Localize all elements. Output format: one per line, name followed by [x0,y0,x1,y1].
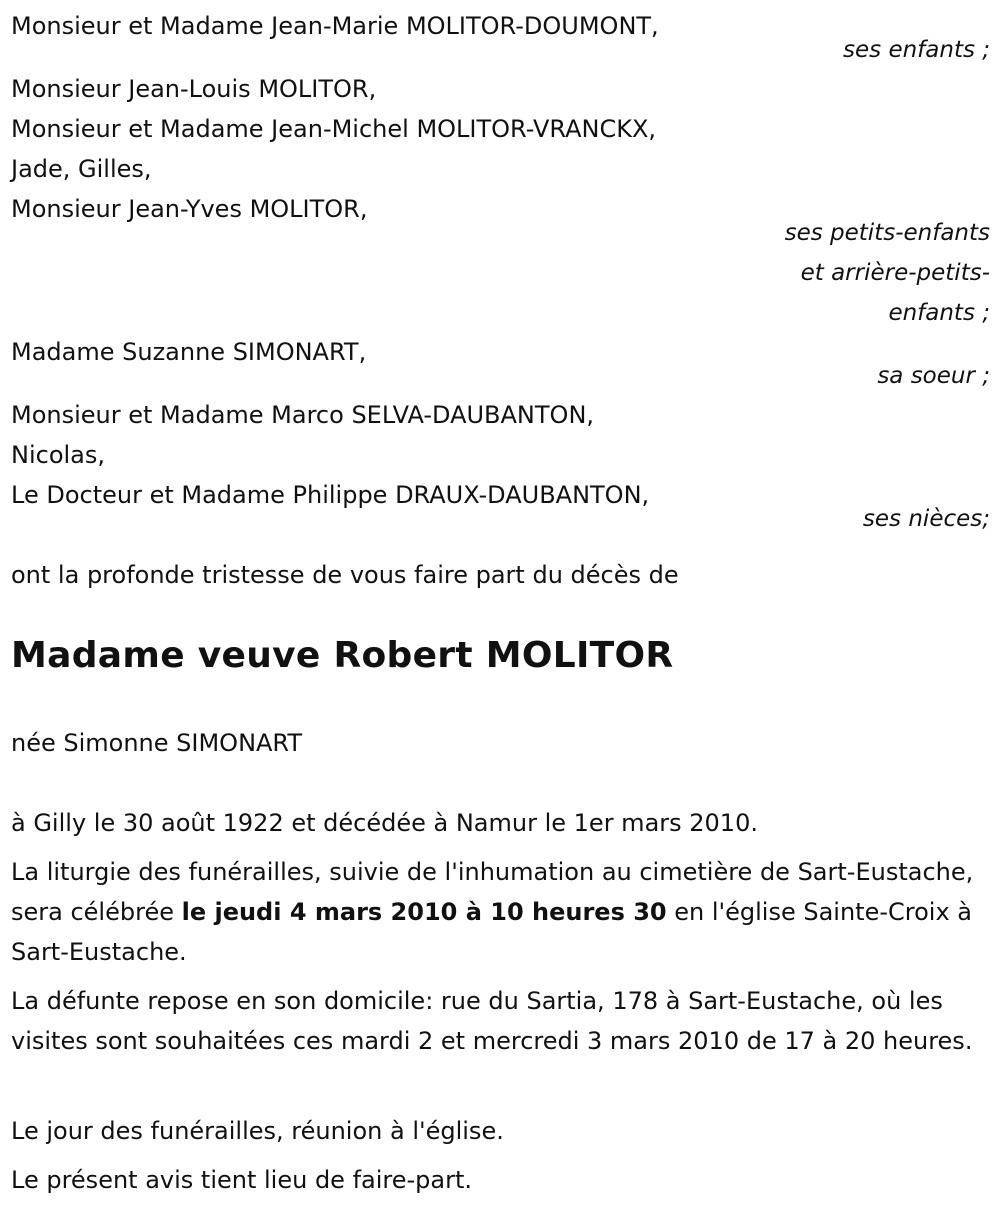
relation-label: ses nièces; [862,506,990,532]
family-line: Monsieur et Madame Jean-Michel MOLITOR-VRANCKX, [11,115,657,143]
family-line: Monsieur et Madame Jean-Marie MOLITOR-DOUMONT, [11,12,659,40]
birth-death-text: à Gilly le 30 août 1922 et décédée à Namur le 1er mars 2010. [11,809,758,837]
family-line: Monsieur Jean-Louis MOLITOR, [11,75,377,103]
deceased-name: Madame veuve Robert MOLITOR [11,635,674,676]
relation-label: ses petits-enfants [784,220,990,246]
family-line: Monsieur et Madame Marco SELVA-DAUBANTON, [11,401,595,429]
family-line: Le Docteur et Madame Philippe DRAUX-DAUBANTON, [11,481,650,509]
family-line: Nicolas, [11,441,106,469]
liturgy-place: en l'église Sainte-Croix à Sart-Eustache. [11,898,973,966]
liturgy-paragraph [11,852,996,972]
meeting-text: Le jour des funérailles, réunion à l'église. [11,1117,504,1145]
liturgy-text: La liturgie des funérailles, suivie de l'inhumation au cimetière de Sart-Eustache, sera célébrée [11,858,974,926]
visits-paragraph: La défunte repose en son domicile: rue du Sartia, 178 à Sart-Eustache, où les visites sont souhaitées ces mardi 2 et mercredi 3 mars 2010 de 17 à 20 heures. [11,987,973,1055]
relation-label: et arrière-petits- [800,260,990,286]
notice-text: Le présent avis tient lieu de faire-part. [11,1166,473,1194]
announcement-text: ont la profonde tristesse de vous faire part du décès de [11,561,679,589]
maiden-name: née Simonne SIMONART [11,729,303,757]
family-line: Monsieur Jean-Yves MOLITOR, [11,195,368,223]
relation-label: ses enfants ; [843,37,990,63]
family-line: Madame Suzanne SIMONART, [11,338,367,366]
relation-label: enfants ; [888,300,990,326]
ceremony-date: le jeudi 4 mars 2010 à 10 heures 30 [181,898,667,926]
relation-label: sa soeur ; [877,363,990,389]
family-line: Jade, Gilles, [11,155,152,183]
